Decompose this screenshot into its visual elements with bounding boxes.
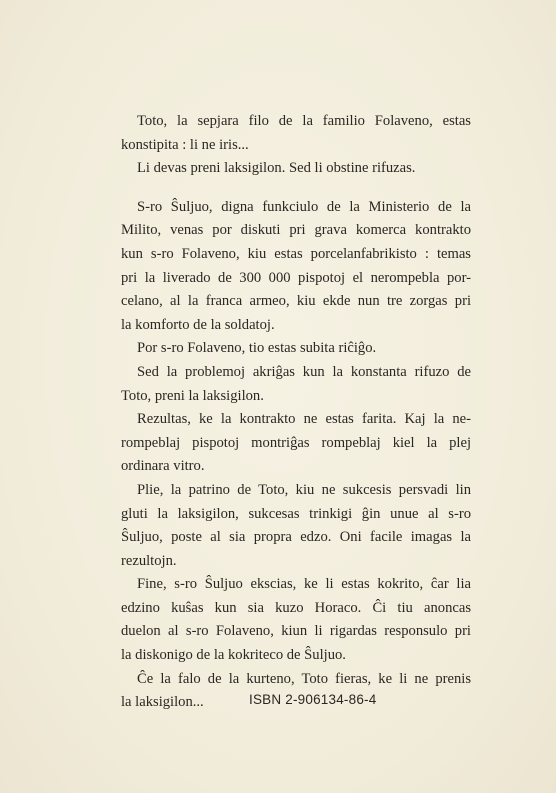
text-line: Milito, venas por diskuti pri grava komerca kontrakto [121, 222, 471, 239]
paragraph [121, 337, 471, 361]
paragraph [121, 157, 471, 181]
paragraph [121, 361, 471, 408]
text-line: rompeblaj pispotoj montriĝas rompeblaj kiel la plej [121, 434, 471, 451]
paragraph [121, 573, 471, 667]
text-line [121, 134, 471, 158]
text-line: Ĉe la falo de la kurteno, Toto fieras, ke li ne prenis [137, 670, 471, 687]
synopsis-text [121, 110, 471, 715]
paragraph [121, 408, 471, 479]
text-line: duelon al s-ro Folaveno, kiun li rigardas responsulo pri [121, 623, 471, 640]
text-line: Fine, s-ro Ŝuljuo ekscias, ke li estas kokrito, ĉar lia [137, 576, 471, 593]
text-line: la komforto de la soldatoj. [121, 316, 275, 333]
text-line: celano, al la franca armeo, kiu ekde nun tre zorgas pri [121, 293, 471, 310]
text-line: Rezultas, ke la kontrakto ne estas farita. Kaj la ne- [137, 411, 471, 428]
text-line: Plie, la patrino de Toto, kiu ne sukcesis persvadi lin [137, 481, 471, 498]
text-line: gluti la laksigilon, sukcesas trinkigi ĝin unue al s-ro [121, 505, 471, 522]
text-line: Sed la problemoj akriĝas kun la konstanta rifuzo de [137, 363, 471, 380]
text-line: la diskonigo de la kokriteco de Ŝuljuo. [121, 647, 346, 664]
text-line: Li devas preni laksigilon. Sed li obstine rifuzas. [137, 160, 416, 177]
text-line: kun s-ro Folaveno, kiu estas porcelanfabrikisto : temas [121, 245, 471, 262]
text-line: pri la liverado de 300 000 pispotoj el nerompebla por- [121, 269, 471, 286]
text-line: rezultojn. [121, 552, 177, 569]
text-line: S-ro Ŝuljuo, digna funkciulo de la Ministerio de la [137, 198, 471, 215]
paragraph [121, 196, 471, 338]
text-line: la laksigilon... [121, 694, 204, 711]
text-line: Por s-ro Folaveno, tio estas subita riĉiĝo. [137, 340, 377, 357]
text-line: Toto, la sepjara filo de la familio Folaveno, estas [137, 113, 471, 129]
isbn-label: ISBN 2-906134-86-4 [249, 692, 377, 707]
text-line: edzino kuŝas kun sia kuzo Horaco. Ĉi tiu anoncas [121, 599, 471, 616]
paragraph [121, 110, 471, 157]
text-line: ordinara vitro. [121, 458, 205, 475]
text-line: Toto, preni la laksigilon. [121, 387, 264, 404]
text-line: Ŝuljuo, poste al sia propra edzo. Oni facile imagas la [121, 529, 471, 546]
paragraph [121, 479, 471, 573]
text-line-content: konstipita : li ne iris... [121, 136, 249, 153]
